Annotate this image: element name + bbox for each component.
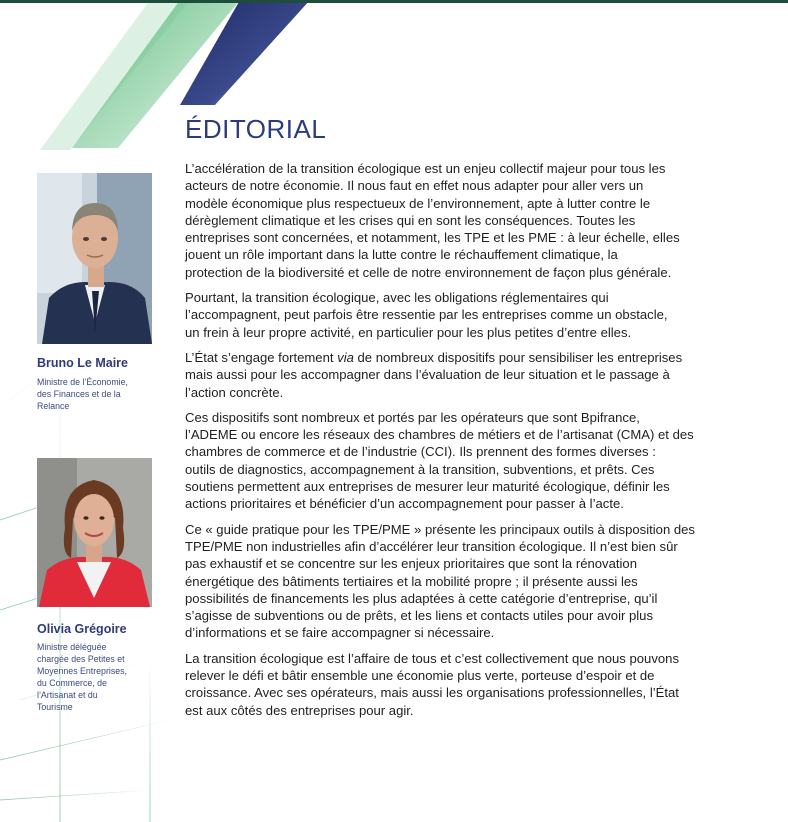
paragraph-3: L’État s’engage fortement via de nombreux dispositifs pour sensibiliser les entreprises mais aussi pour les accompagner dans l’évaluation de leur situation et le passage à l’action concrète. bbox=[185, 349, 725, 401]
portrait-olivia-gregoire bbox=[37, 458, 152, 607]
italic-via: via bbox=[337, 349, 354, 365]
top-rule bbox=[0, 0, 788, 3]
person-name-1: Bruno Le Maire bbox=[37, 356, 128, 370]
paragraph-4: Ces dispositifs sont nombreux et portés par les opérateurs que sont Bpifrance, l’ADEME ou encore les réseaux des chambres de métiers et de l’artisanat (CMA) et des chambres de commerce et de l’industrie (CCI). Ils prennent des formes diverses : outils de diagnostics, accompagnement à la transition, subventions, et prêts. Ces soutiens permettent aux entreprises de mesurer leur maturité écologique, définir les actions prioritaires et bénéficier d’un accompagnement pour passer à l’acte. bbox=[185, 409, 694, 512]
person-role-1: Ministre de l’Économie, des Finances et de la Relance bbox=[37, 377, 128, 411]
editorial-body bbox=[185, 160, 725, 727]
paragraph-2: Pourtant, la transition écologique, avec les obligations réglementaires qui l’accompagnent, peut parfois être ressentie par les entreprises comme un obstacle, un frein à leur propre activité, en particulier pour les plus petites d’entre elles. bbox=[185, 290, 668, 340]
paragraph-1: L’accélération de la transition écologique est un enjeu collectif majeur pour tous les acteurs de notre économie. Il nous faut en effet nous adapter pour aller vers un modèle économique plus respectueux de l’environnement, apte à lutter contre le dérèglement climatique et les crises qui en sont les conséquences. Toutes les entreprises sont concernées, et notamment, les TPE et les PME : à leur échelle, elles jouent un rôle important dans la lutte contre le réchauffement climatique, la protection de la biodiversité et celle de notre environnement de façon plus générale. bbox=[185, 161, 680, 280]
paragraph-6: La transition écologique est l’affaire de tous et c’est collectivement que nous pouvons relever le défi et bâtir ensemble une économie plus verte, porteuse d’espoir et de croissance. Avec ses opérateurs, mais aussi les organisations professionnelles, l’État est aux côtés des entreprises pour agir. bbox=[185, 650, 679, 718]
page-title: ÉDITORIAL bbox=[185, 114, 327, 144]
person-role-2: Ministre déléguée chargée des Petites et Moyennes Entreprises, du Commerce, de l’Artisanat et du Tourisme bbox=[37, 642, 127, 712]
paragraph-3-first-line: L’État s’engage fortement via de nombreux dispositifs pour sensibiliser les entreprises bbox=[185, 349, 683, 365]
paragraph-5: Ce « guide pratique pour les TPE/PME » présente les principaux outils à disposition des TPE/PME non industrielles afin d’accélérer leur transition écologique. Il n’est bien sûr pas exhaustif et se concentre sur les enjeux prioritaires que sont la rénovation énergétique des bâtiments tertiaires et la mobilité propre ; il présente aussi les possibilités de financements les plus adaptées à cette catégorie d’entreprise, qu’il s’agisse de subventions ou de prêts, et les liens et contacts utiles pour avoir plus d’informations et se faire accompagner si nécessaire. bbox=[185, 521, 695, 641]
person-name-2: Olivia Grégoire bbox=[37, 622, 127, 636]
portrait-bruno-le-maire bbox=[37, 173, 152, 344]
